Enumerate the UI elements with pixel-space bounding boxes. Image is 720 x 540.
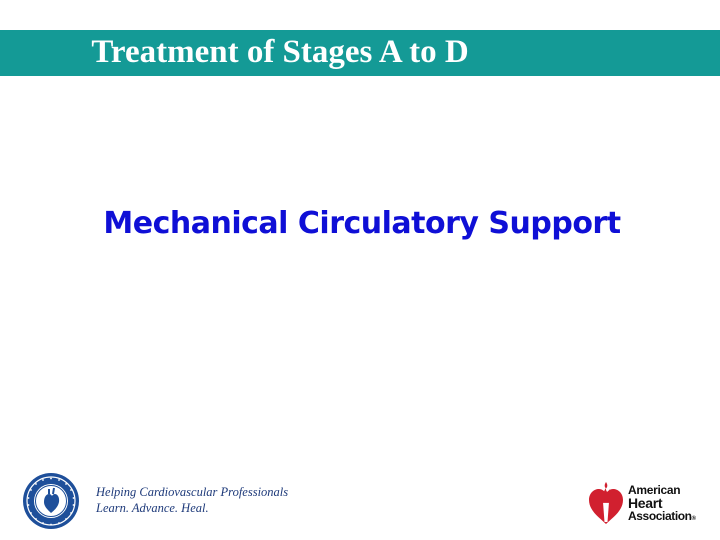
aha-line-heart: Heart (628, 495, 663, 511)
aha-line-american: American (628, 483, 681, 497)
acc-seal-icon (22, 472, 80, 530)
aha-association-text: Association (628, 509, 692, 523)
aha-line-association (628, 510, 696, 526)
acc-tagline-line1: Helping Cardiovascular Professionals (96, 485, 289, 499)
title-bar (0, 30, 720, 76)
acc-tagline (96, 484, 316, 516)
aha-wordmark (628, 484, 696, 526)
heart-torch-icon (586, 478, 626, 526)
slide-title: Treatment of Stages A to D (91, 34, 469, 70)
registered-mark: ® (691, 516, 696, 522)
main-heading: Mechanical Circulatory Support (103, 206, 621, 241)
acc-tagline-line2: Learn. Advance. Heal. (96, 501, 209, 515)
